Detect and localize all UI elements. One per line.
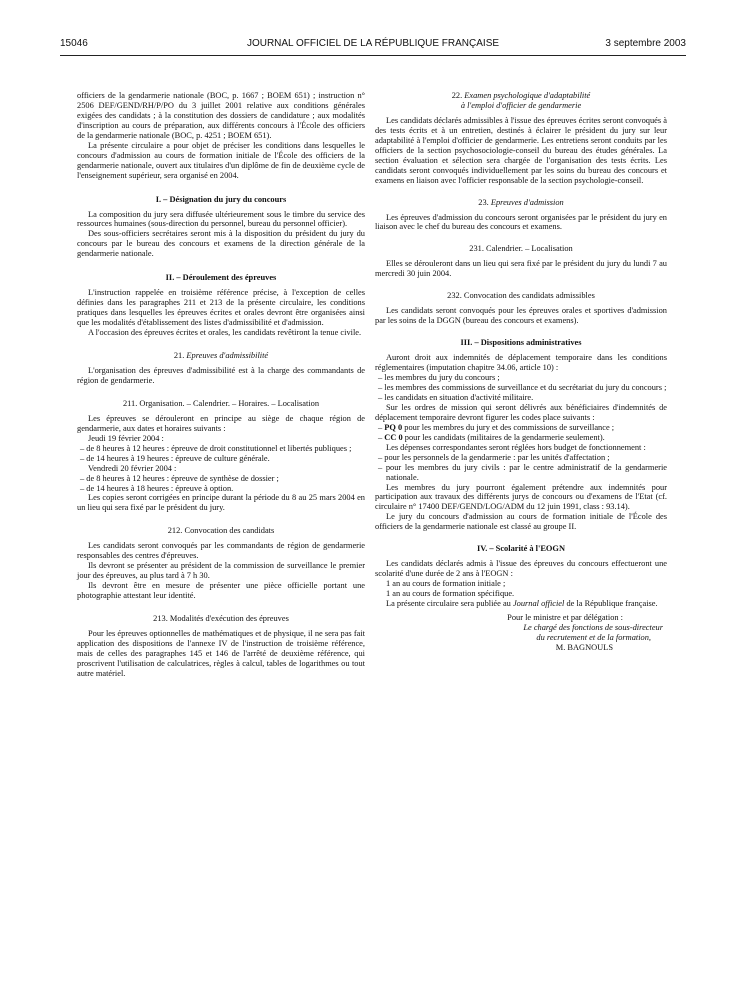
paragraph: Sur les ordres de mission qui seront délivrés aux bénéficiaires d'indemnités de déplacement temporaire devront figurer les codes place suivants : xyxy=(375,402,667,422)
paragraph: Les dépenses correspondantes seront réglées hors budget de fonctionnement : xyxy=(386,442,646,452)
signature-line: du recrutement et de la formation, xyxy=(536,632,651,642)
paragraph: Les candidats déclarés admis à l'issue des épreuves du concours effectueront une scolarité d'une durée de 2 ans à l'EOGN : xyxy=(375,559,667,579)
right-column xyxy=(375,91,667,653)
section-21-title: 21. Epreuves d'admissibilité xyxy=(173,351,269,361)
day-label: Vendredi 20 février 2004 : xyxy=(88,463,177,473)
section-213-title: 213. Modalités d'exécution des épreuves xyxy=(153,614,289,624)
list-item: – pour les personnels de la gendarmerie : par les unités d'affectation ; xyxy=(378,452,610,462)
paragraph: Les épreuves se dérouleront en principe au siège de chaque région de gendarmerie, aux dates et horaires suivants : xyxy=(77,413,365,433)
list-item: – pour les membres du jury civils : par le centre administratif de la gendarmerie nationale. xyxy=(378,462,667,482)
section-2-title: II. – Déroulement des épreuves xyxy=(165,273,277,283)
paragraph: Ils devront être en mesure de présenter une pièce officielle portant une photographie attestant leur identité. xyxy=(77,581,365,601)
section-232-title: 232. Convocation des candidats admissibles xyxy=(447,291,595,301)
section-212-title: 212. Convocation des candidats xyxy=(167,526,275,536)
paragraph: Elles se dérouleront dans un lieu qui sera fixé par le président du jury du lundi 7 au mercredi 30 juin 2004. xyxy=(375,259,667,279)
header-rule xyxy=(60,55,686,56)
signature-block xyxy=(375,613,667,653)
paragraph: La composition du jury sera diffusée ultérieurement sous le timbre du service des ressources humaines (sous-direction du personnel, bureau du personnel officier). xyxy=(77,209,365,229)
signature-line: Pour le ministre et par délégation : xyxy=(507,612,623,622)
purpose-paragraph: La présente circulaire a pour objet de préciser les conditions dans lesquelles le concours d'admission au cours de formation initiale de l'École des officiers de la gendarmerie nationale, ouvert aux titulaires d'un diplôme de fin de deuxième cycle de l'enseignement supérieur, sera organisé en 2004. xyxy=(77,140,365,180)
signature-line: Le chargé des fonctions de sous-directeur xyxy=(523,622,663,632)
section-22-subtitle: à l'emploi d'officier de gendarmerie xyxy=(460,100,582,110)
code-list-item: – PQ 0 pour les membres du jury et des commissions de surveillance ; xyxy=(378,422,615,432)
section-231-title: 231. Calendrier. – Localisation xyxy=(469,244,573,254)
paragraph: Les membres du jury pourront également prétendre aux indemnités pour participation aux travaux des différents jurys de concours ou d'examens de l'Etat (cf. circulaire n° 17400 DEF/GEND/LOG/ADM du 12 juin 1991, class : 93.14). xyxy=(375,482,667,512)
code-list-item: – CC 0 pour les candidats (militaires de la gendarmerie seulement). xyxy=(378,432,605,442)
paragraph: A l'occasion des épreuves écrites et orales, les candidats revêtiront la tenue civile. xyxy=(88,328,362,338)
page-header xyxy=(60,38,686,52)
page-number: 15046 xyxy=(60,38,88,49)
day-label: Jeudi 19 février 2004 : xyxy=(88,433,164,443)
section-22-title: 22. Examen psychologique d'adaptabilité xyxy=(451,91,591,100)
paragraph: L'organisation des épreuves d'admissibilité est à la charge des commandants de région de gendarmerie. xyxy=(77,365,365,385)
publication-paragraph: La présente circulaire sera publiée au Journal officiel de la République française. xyxy=(386,599,658,609)
section-3-title: III. – Dispositions administratives xyxy=(460,338,582,348)
left-column xyxy=(77,91,365,679)
paragraph: Des sous-officiers secrétaires seront mis à la disposition du président du jury du concours par le bureau des concours et examens de la direction générale de la gendarmerie nationale. xyxy=(77,229,365,259)
paragraph: Les copies seront corrigées en principe durant la période du 8 au 25 mars 2004 en un lieu qui sera fixé par le président du jury. xyxy=(77,493,365,513)
list-item: – les membres du jury du concours ; xyxy=(378,373,500,383)
paragraph: Les candidats seront convoqués pour les épreuves orales et sportives d'admission par les soins de la DGGN (bureau des concours et examens). xyxy=(375,306,667,326)
paragraph: Auront droit aux indemnités de déplacement temporaire dans les conditions réglementaires (imputation chapitre 34.06, article 10) : xyxy=(375,353,667,373)
list-item: – de 8 heures à 12 heures : épreuve de droit constitutionnel et libertés publiques ; xyxy=(80,443,352,453)
paragraph: Les candidats seront convoqués par les commandants de région de gendarmerie responsables des centres d'épreuves. xyxy=(77,541,365,561)
list-item: – de 8 heures à 12 heures : épreuve de synthèse de dossier ; xyxy=(80,473,279,483)
list-item: – les membres des commissions de surveillance et du secrétariat du jury du concours ; xyxy=(378,382,667,392)
list-item: – les candidats en situation d'activité militaire. xyxy=(378,392,534,402)
intro-paragraph: officiers de la gendarmerie nationale (BOC, p. 1667 ; BOEM 651) ; instruction n° 2506 DEF/GEND/RH/P/PO du 3 juillet 2001 relative aux conditions générales exigées des candidats ; à la constitution des dossiers de candidature ; aux modalités d'inscription au cours de préparation, aux différents concours à l'École des officiers de la gendarmerie nationale (BOC, p. 4251 ; BOEM 651). xyxy=(77,91,365,140)
list-item: – de 14 heures à 19 heures : épreuve de culture générale. xyxy=(80,453,270,463)
section-4-title: IV. – Scolarité à l'EOGN xyxy=(476,544,565,554)
list-item: 1 an au cours de formation initiale ; xyxy=(386,579,506,589)
signatory-name: M. BAGNOULS xyxy=(555,642,613,652)
publication-date: 3 septembre 2003 xyxy=(605,38,686,49)
list-item: – de 14 heures à 18 heures : épreuve à option. xyxy=(80,483,234,493)
section-211-title: 211. Organisation. – Calendrier. – Horaires. – Localisation xyxy=(122,398,320,408)
paragraph: L'instruction rappelée en troisième référence précise, à l'exception de celles définies dans les paragraphes 211 et 213 de la présente circulaire, les conditions pratiques dans lesquelles les épreuves écrites et orales devront être organisées ainsi que les modalités d'établissement des listes d'admissibilité et d'admission. xyxy=(77,288,365,328)
paragraph: Les épreuves d'admission du concours seront organisées par le président du jury en liaison avec le chef du bureau des concours et examens. xyxy=(375,212,667,232)
section-1-title: I. – Désignation du jury du concours xyxy=(155,194,287,204)
paragraph: Ils devront se présenter au président de la commission de surveillance le premier jour des épreuves, au plus tard à 7 h 30. xyxy=(77,561,365,581)
list-item: 1 an au cours de formation spécifique. xyxy=(386,589,515,599)
paragraph: Les candidats déclarés admissibles à l'issue des épreuves écrites seront convoqués à des tests écrits et à un entretien, destinés à éclairer le président du jury sur leur adaptabilité à l'emploi d'officier de gendarmerie. Les entretiens seront conduits par les officiers de la section psychosociologie-conseil du bureau des études générales. La section évaluation et sélection sera chargée de l'organisation des tests écrits. Les candidats seront convoqués individuellement par les soins du bureau des concours et examens en liaison avec l'officier responsable de la section psychologie-conseil. xyxy=(375,115,667,185)
paragraph: Le jury du concours d'admission au cours de formation initiale de l'École des officiers de la gendarmerie nationale est classé au groupe II. xyxy=(375,512,667,532)
paragraph: Pour les épreuves optionnelles de mathématiques et de physique, il ne sera pas fait application des dispositions de l'annexe IV de l'instruction de troisième référence, mais de celles des paragraphes 145 et 146 de l'arrêté de deuxième référence, qui proscrivent l'utilisation de calculatrices, règles à calcul, tables de logarithmes ou tout autre matériel. xyxy=(77,628,365,678)
section-23-title: 23. Epreuves d'admission xyxy=(478,197,564,207)
journal-title: JOURNAL OFFICIEL DE LA RÉPUBLIQUE FRANÇAISE xyxy=(246,38,500,49)
